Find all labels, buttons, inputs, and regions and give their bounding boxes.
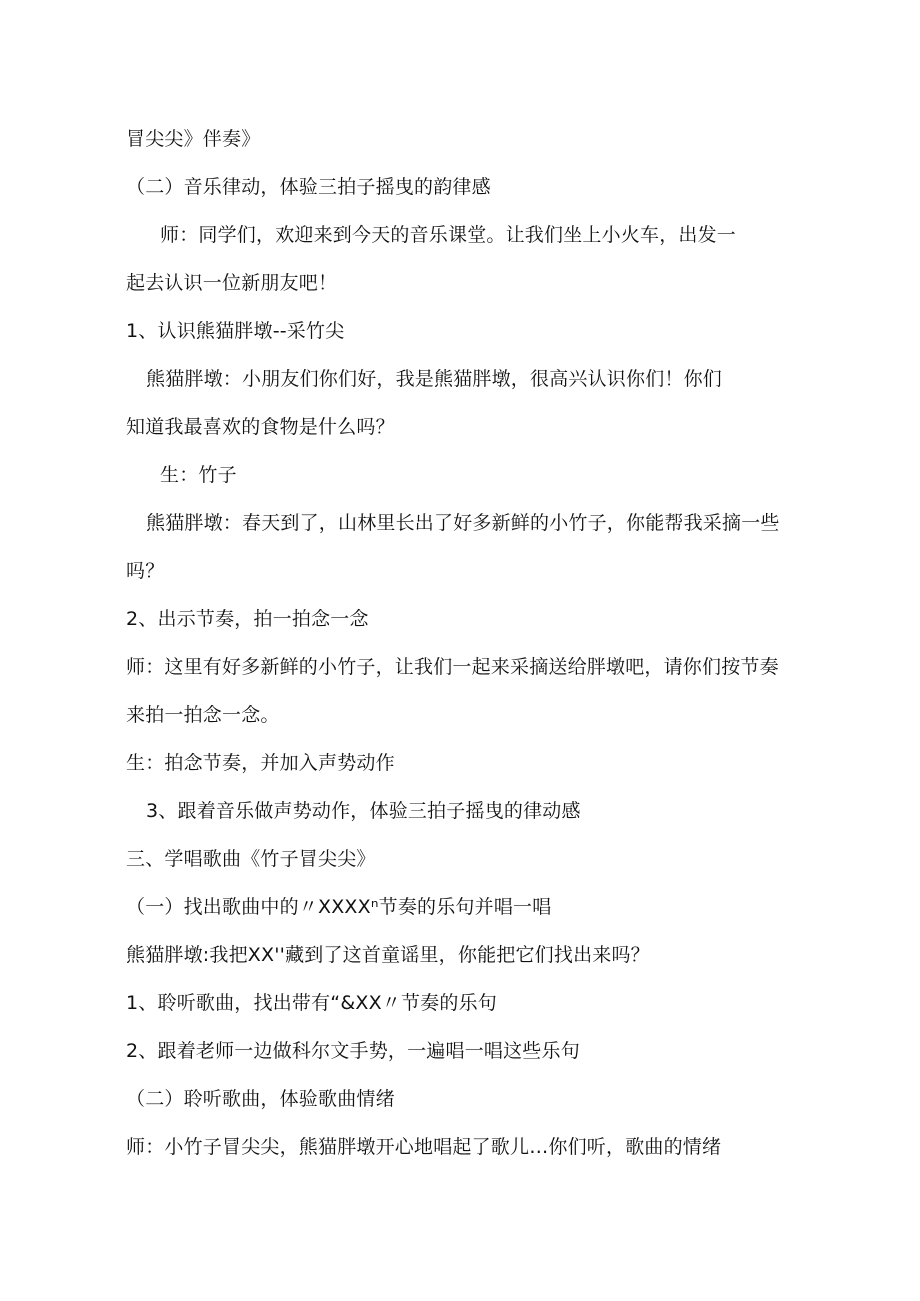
- text-line-panda-hide: 熊猫胖墩:我把XX''藏到了这首童谣里，你能把它们找出来吗？: [126, 944, 650, 966]
- step-listen-song: 1、聆听歌曲，找出带有“&XX〃节奏的乐句: [126, 992, 497, 1014]
- step-heading-1: 1、认识熊猫胖墩--采竹尖: [126, 320, 345, 342]
- text-line-panda-spring: 熊猫胖墩：春天到了，山林里长出了好多新鲜的小竹子，你能帮我采摘一些: [146, 512, 780, 534]
- step-heading-3: 3、跟着音乐做声势动作，体验三拍子摇曳的律动感: [146, 800, 581, 822]
- step-heading-2: 2、出示节奏，拍一拍念一念: [126, 608, 369, 630]
- text-line-student-answer: 生：竹子: [160, 464, 237, 486]
- subsection-heading-find-rhythm: （一）找出歌曲中的〃XXXXⁿ节奏的乐句并唱一唱: [126, 896, 552, 918]
- section-heading-learn-song: 三、学唱歌曲《竹子冒尖尖》: [126, 848, 376, 870]
- text-line-1: 冒尖尖》伴奏》: [126, 128, 261, 150]
- text-line-teacher-rhythm-cont: 来拍一拍念一念。: [126, 704, 280, 726]
- text-line-teacher-emotion: 师：小竹子冒尖尖，熊猫胖墩开心地唱起了歌儿…你们听，歌曲的情绪: [126, 1136, 722, 1158]
- text-line-teacher-welcome-cont: 起去认识一位新朋友吧！: [126, 272, 338, 294]
- text-line-teacher-welcome: 师：同学们，欢迎来到今天的音乐课堂。让我们坐上小火车，出发一: [160, 224, 737, 246]
- text-line-panda-intro: 熊猫胖墩：小朋友们你们好，我是熊猫胖墩，很高兴认识你们！你们: [146, 368, 723, 390]
- text-line-student-rhythm: 生：拍念节奏，并加入声势动作: [126, 752, 395, 774]
- text-line-panda-intro-cont: 知道我最喜欢的食物是什么吗？: [126, 416, 395, 438]
- text-line-panda-spring-cont: 吗？: [126, 560, 165, 582]
- section-heading-rhythm: （二）音乐律动，体验三拍子摇曳的韵律感: [126, 176, 491, 198]
- subsection-heading-emotion: （二）聆听歌曲，体验歌曲情绪: [126, 1088, 395, 1110]
- step-curwen-gestures: 2、跟着老师一边做科尔文手势，一遍唱一唱这些乐句: [126, 1040, 580, 1062]
- text-line-teacher-rhythm: 师：这里有好多新鲜的小竹子，让我们一起来采摘送给胖墩吧，请你们按节奏: [126, 656, 779, 678]
